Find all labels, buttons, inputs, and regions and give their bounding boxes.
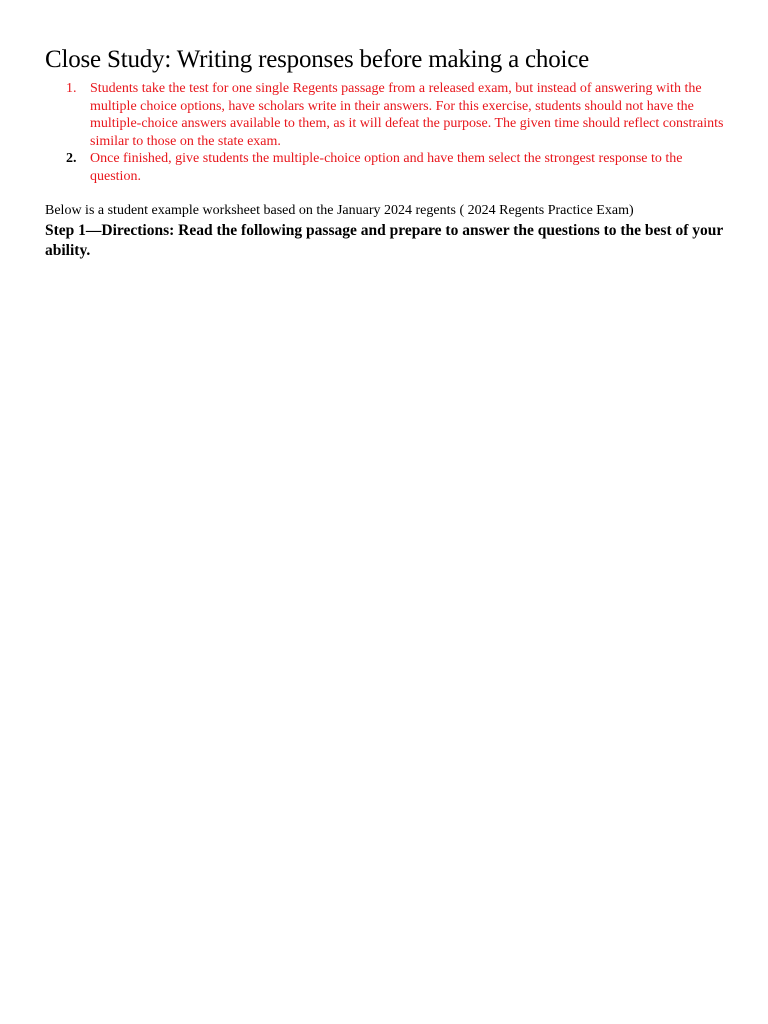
step-text-1: Students take the test for one single Regents passage from a released exam, but instead of answering with the multiple choice options, have scholars write in their answers. For this exercise, students should not have the multiple-choice answers available to them, as it will defeat the purpose. The given time should reflect constraints similar to those on the state exam. — [90, 81, 724, 149]
intro-paragraph: Below is a student example worksheet based on the January 2024 regents ( 2024 Regents Practice Exam) — [45, 203, 634, 218]
step-number-1: 1. — [66, 81, 77, 96]
document-title: Close Study: Writing responses before making a choice — [45, 46, 590, 73]
document-page — [45, 44, 725, 261]
instruction-list — [45, 80, 725, 185]
step-number-2: 2. — [66, 151, 77, 166]
directions-heading: Step 1—Directions: Read the following passage and prepare to answer the questions to the best of your ability. — [45, 222, 723, 259]
step-text-2: Once finished, give students the multiple-choice option and have them select the strongest response to the question. — [90, 151, 683, 184]
instruction-step-2 — [45, 150, 725, 185]
instruction-step-1 — [45, 80, 725, 150]
